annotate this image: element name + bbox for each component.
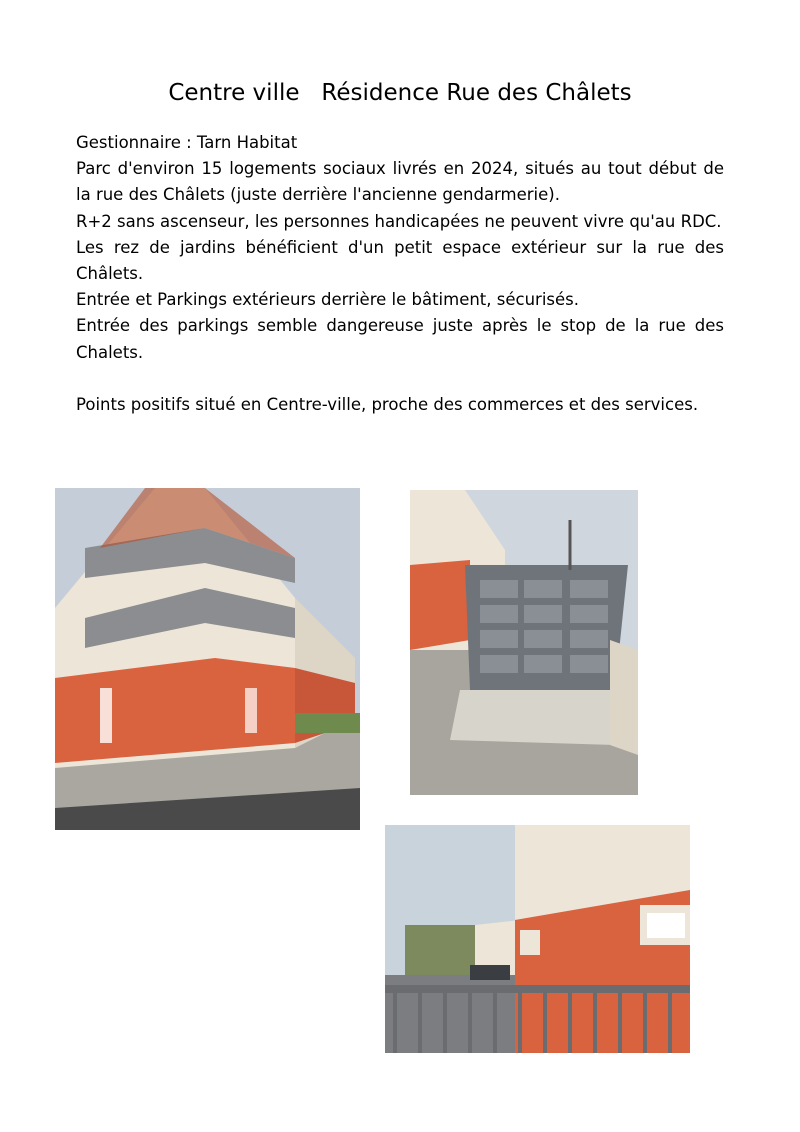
- description-block: [76, 130, 724, 418]
- page-title: Centre ville Résidence Rue des Châlets: [168, 80, 632, 106]
- manager-line: Gestionnaire : Tarn Habitat: [76, 133, 298, 152]
- gate-photo: [385, 825, 690, 1053]
- parking-danger-note: Entrée des parkings semble dangereuse juste après le stop de la rue des Chalets.: [76, 316, 724, 362]
- accessibility-note: R+2 sans ascenseur, les personnes handicapées ne peuvent vivre qu'au RDC.: [76, 211, 722, 231]
- mailboxes-photo: [410, 490, 638, 795]
- garden-note: Les rez de jardins bénéficient d'un petit espace extérieur sur la rue des Châlets.: [76, 237, 724, 284]
- positive-points: Points positifs situé en Centre-ville, proche des commerces et des services.: [76, 394, 699, 414]
- parking-note: Entrée et Parkings extérieurs derrière le bâtiment, sécurisés.: [76, 290, 580, 310]
- housing-description: Parc d'environ 15 logements sociaux livrés en 2024, situés au tout début de la rue des Châlets (juste derrière l'ancienne gendarmerie).: [76, 159, 724, 205]
- building-photo: [55, 488, 360, 830]
